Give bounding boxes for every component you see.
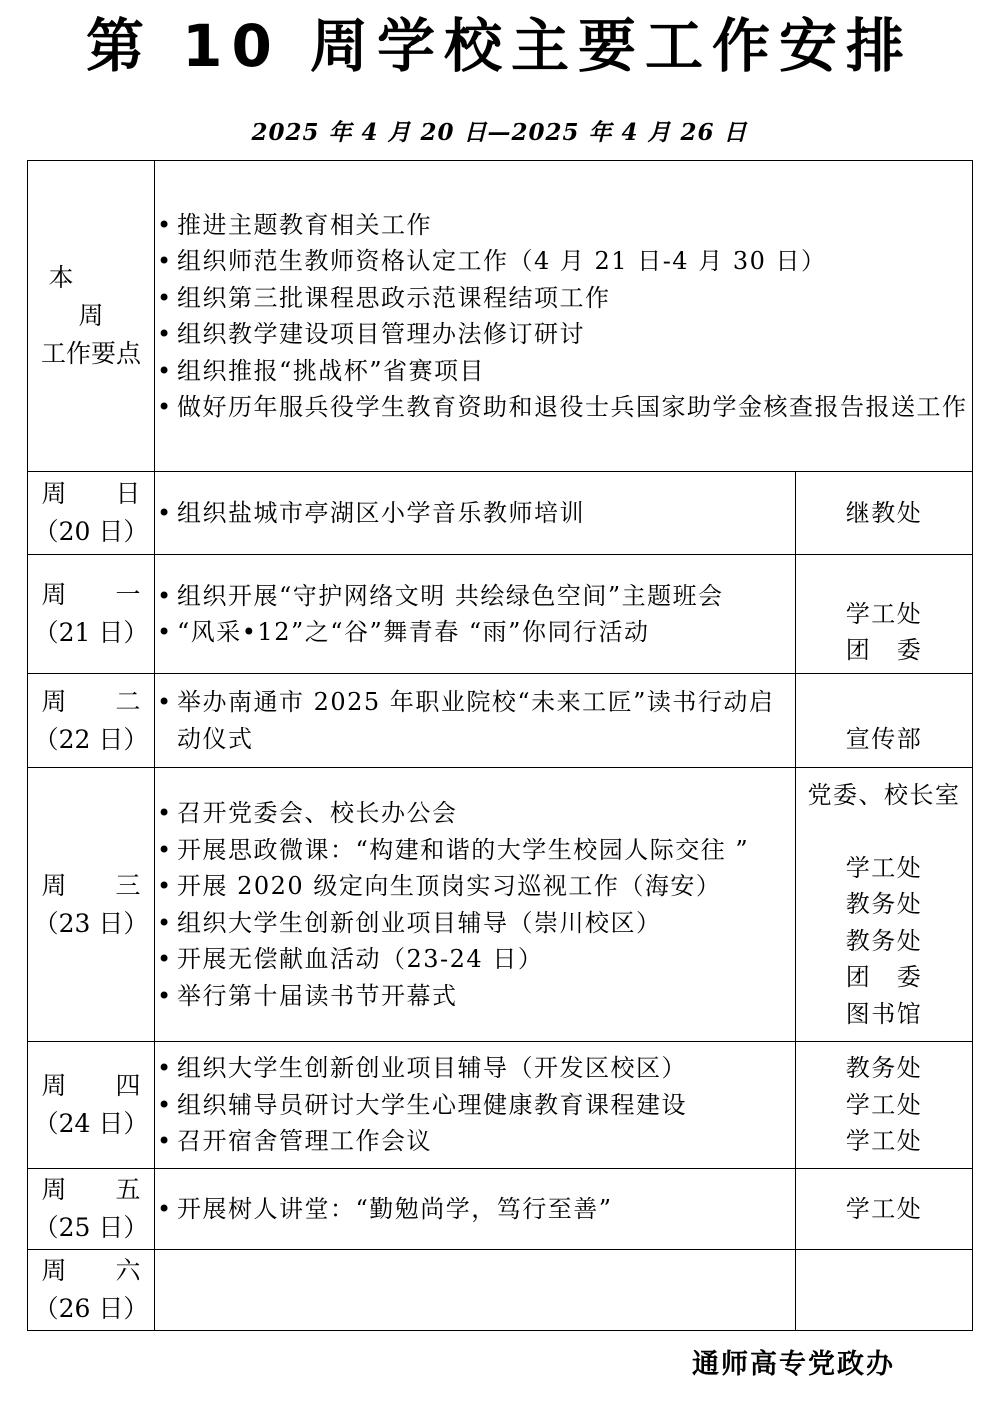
key-point-item: • 组织师范生教师资格认定工作（4 月 21 日-4 月 30 日） [155, 243, 972, 280]
day-items-cell [155, 1169, 796, 1250]
department-name [796, 559, 972, 596]
day-date: （21 日） [33, 618, 149, 647]
day-items-list [155, 1050, 795, 1160]
department-name: 教务处 [845, 926, 923, 955]
department-name: 宣传部 [845, 724, 923, 753]
key-points-items-cell [155, 161, 973, 472]
day-items-list [155, 495, 795, 532]
key-point-item: • 推进主题教育相关工作 [155, 207, 972, 244]
key-point-item: • 做好历年服兵役学生教育资助和退役士兵国家助学金核查报告报送工作 [155, 389, 972, 426]
department-cell [796, 555, 973, 674]
day-items-list [155, 684, 795, 757]
schedule-table [27, 160, 973, 1331]
day-items-list [155, 795, 795, 1014]
day-label-cell [28, 1250, 155, 1331]
day-name: 周 三 [41, 870, 141, 900]
department-name: 学工处 [845, 853, 923, 882]
day-row [28, 1042, 973, 1169]
department-name: 教务处 [845, 1054, 923, 1083]
schedule-item: • 组织大学生创新创业项目辅导（崇川校区） [155, 905, 795, 942]
day-row [28, 472, 973, 555]
department-name: 团 委 [845, 963, 923, 992]
day-items-cell [155, 768, 796, 1042]
schedule-item: • 召开党委会、校长办公会 [155, 795, 795, 832]
day-date: （22 日） [33, 724, 149, 754]
day-label-cell [28, 472, 155, 555]
key-point-item: • 组织第三批课程思政示范课程结项工作 [155, 280, 972, 317]
day-items-list [155, 578, 795, 651]
day-label-cell [28, 1169, 155, 1250]
day-items-list [155, 1191, 795, 1228]
day-label-cell [28, 674, 155, 768]
department-name: 教务处 [845, 890, 923, 919]
day-date: （23 日） [33, 908, 149, 938]
department-cell [796, 768, 973, 1042]
day-name: 周 四 [41, 1071, 141, 1100]
schedule-item: • “风采•12”之“谷”舞青春 “雨”你同行活动 [155, 614, 795, 651]
day-items-cell [155, 674, 796, 768]
department-name: 党委、校长室 [807, 780, 961, 809]
key-points-row [28, 161, 973, 472]
department-name: 学工处 [845, 1194, 923, 1223]
schedule-item: • 召开宿舍管理工作会议 [155, 1123, 795, 1160]
day-name: 周 一 [41, 580, 141, 609]
day-label-cell [28, 768, 155, 1042]
day-row [28, 674, 973, 768]
day-name: 周 二 [41, 686, 141, 716]
department-name [796, 813, 972, 850]
schedule-item: • 开展无偿献血活动（23-24 日） [155, 941, 795, 978]
department-cell [796, 1042, 973, 1169]
day-items-cell [155, 472, 796, 555]
department-name: 学工处 [845, 1127, 923, 1156]
schedule-item: • 开展 2020 级定向生顶岗实习巡视工作（海安） [155, 868, 795, 905]
department-cell [796, 1169, 973, 1250]
day-row [28, 1169, 973, 1250]
day-name: 周 六 [41, 1256, 141, 1285]
schedule-item: • 举办南通市 2025 年职业院校“未来工匠”读书行动启动仪式 [155, 684, 795, 757]
day-row [28, 1250, 973, 1331]
department-name: 学工处 [845, 599, 923, 628]
department-name [796, 684, 972, 721]
day-date: （24 日） [33, 1109, 149, 1138]
department-name: 学工处 [845, 1090, 923, 1119]
day-items-cell [155, 1042, 796, 1169]
schedule-item: • 组织大学生创新创业项目辅导（开发区校区） [155, 1050, 795, 1087]
day-row [28, 768, 973, 1042]
schedule-item: • 组织盐城市亭湖区小学音乐教师培训 [155, 495, 795, 532]
department-name: 图书馆 [845, 999, 923, 1028]
key-points-label-cell [28, 161, 155, 472]
schedule-item: • 开展思政微课：“构建和谐的大学生校园人际交往 ” [155, 832, 795, 869]
schedule-item: • 开展树人讲堂：“勤勉尚学，笃行至善” [155, 1191, 795, 1228]
key-points-list [155, 207, 972, 426]
issuer-signature: 通师高专党政办 [692, 1349, 895, 1380]
key-point-item: • 组织教学建设项目管理办法修订研讨 [155, 316, 972, 353]
day-items-cell [155, 1250, 796, 1331]
date-range: 2025 年 4 月 20 日—2025 年 4 月 26 日 [251, 119, 748, 146]
key-point-item: • 组织推报“挑战杯”省赛项目 [155, 353, 972, 390]
page-title: 第 10 周学校主要工作安排 [85, 12, 914, 80]
day-name: 周 五 [41, 1175, 141, 1204]
department-cell [796, 674, 973, 768]
day-items-cell [155, 555, 796, 674]
schedule-item: • 组织开展“守护网络文明 共绘绿色空间”主题班会 [155, 578, 795, 615]
key-points-label-line2: 工作要点 [40, 339, 141, 368]
department-cell [796, 1250, 973, 1331]
schedule-item: • 组织辅导员研讨大学生心理健康教育课程建设 [155, 1087, 795, 1124]
day-label-cell [28, 555, 155, 674]
day-row [28, 555, 973, 674]
day-date: （26 日） [33, 1294, 149, 1323]
day-label-cell [28, 1042, 155, 1169]
schedule-item: • 举行第十届读书节开幕式 [155, 978, 795, 1015]
day-date: （25 日） [33, 1213, 149, 1242]
day-date: （20 日） [33, 517, 149, 546]
day-name: 周 日 [41, 479, 141, 508]
key-points-label-line1: 本周 [48, 263, 104, 330]
department-name: 继教处 [845, 498, 923, 527]
department-cell [796, 472, 973, 555]
department-name: 团 委 [845, 636, 923, 665]
